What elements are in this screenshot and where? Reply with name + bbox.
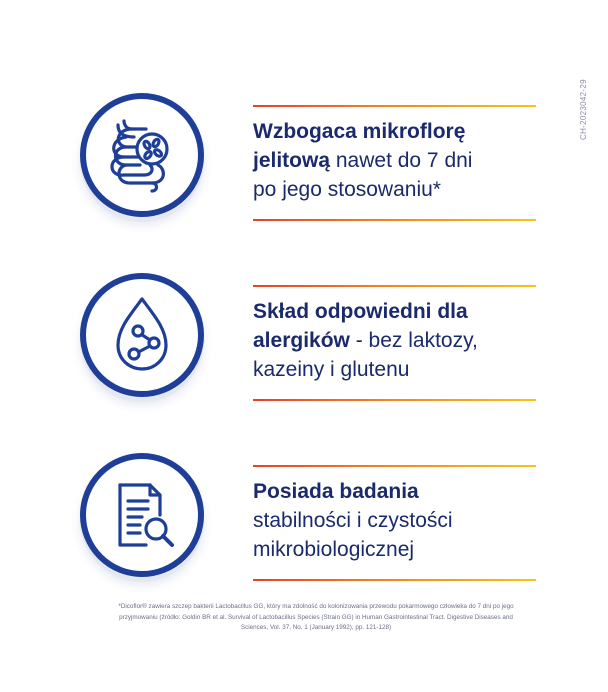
document-magnifier-icon: [80, 453, 204, 577]
gradient-divider-top: [253, 285, 536, 287]
gradient-divider-bottom: [253, 399, 536, 401]
gradient-divider-top: [253, 105, 536, 107]
footnote-line: *Dicoflor® zawiera szczep bakterii Lactobacillus GG, który ma zdolność do kolonizowania przewodu pokarmowego człowieka do 7 dni po jego: [118, 603, 514, 610]
feature-heading: Wzbogaca mikroflorę: [253, 120, 466, 143]
feature-heading-cont: jelitową: [253, 149, 331, 172]
feature-detail-cont: po jego stosowaniu*: [253, 178, 441, 201]
feature-detail: stabilności i czystości: [253, 509, 453, 532]
document-code: CH-2023042-29: [579, 79, 588, 140]
feature-detail: nawet do 7 dni: [330, 149, 473, 172]
gradient-divider-bottom: [253, 579, 536, 581]
gradient-divider-top: [253, 465, 536, 467]
feature-detail-cont: kazeiny i glutenu: [253, 358, 410, 381]
footnote-line: przyjmowaniu (źródło: Goldin BR et al. Survival of Lactobacillus Species (Strain GG) in Human Gastrointestinal Tract. Digestive Diseases and: [119, 613, 513, 621]
feature-heading: Posiada badania: [253, 480, 419, 503]
footnote-line: Sciences, Vol. 37, No. 1 (January 1992), pp. 121-128): [240, 624, 392, 631]
feature-heading: Skład odpowiedni dla: [253, 300, 468, 323]
footnote: [66, 602, 566, 634]
intestine-bacteria-icon: [80, 93, 204, 217]
feature-allergy: [0, 265, 608, 425]
feature-research: [0, 445, 608, 605]
feature-detail-cont: mikrobiologicznej: [253, 538, 415, 561]
feature-detail: - bez laktozy,: [349, 329, 478, 352]
drop-molecule-icon: [80, 273, 204, 397]
feature-text: [253, 117, 553, 204]
feature-text: [253, 297, 553, 384]
feature-microflora: [0, 85, 608, 245]
feature-heading-cont: alergików: [253, 329, 350, 352]
feature-text: [253, 477, 553, 564]
gradient-divider-bottom: [253, 219, 536, 221]
